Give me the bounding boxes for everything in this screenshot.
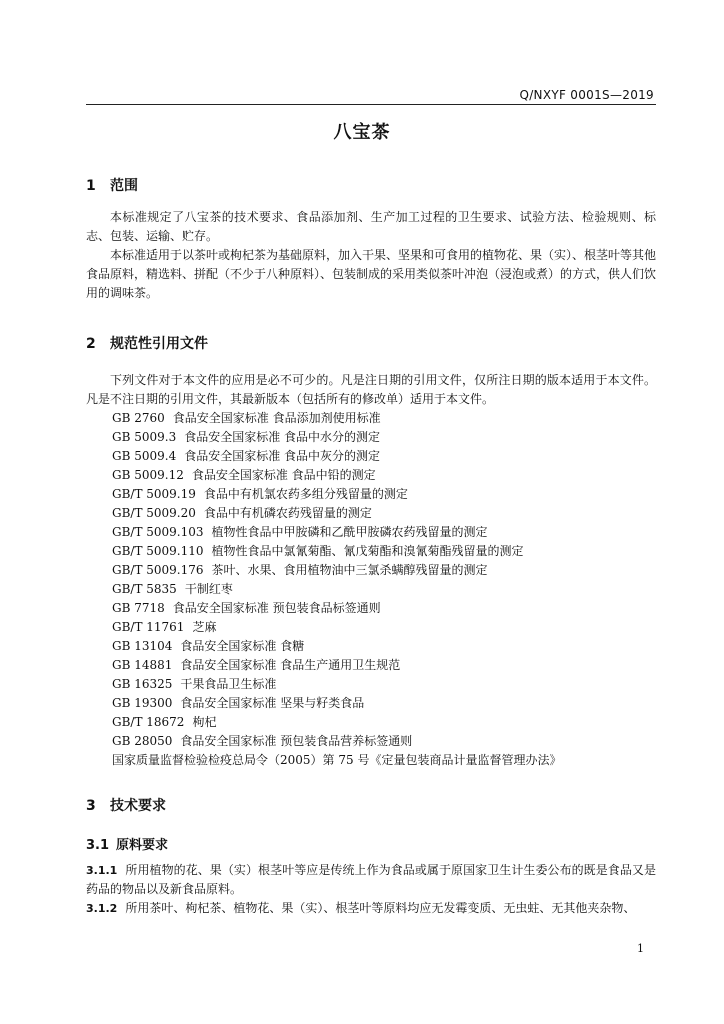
section-3-heading [86, 795, 166, 815]
reference-title: 茶叶、水果、食用植物油中三氯杀螨醇残留量的测定 [211, 563, 488, 577]
document-title: 八宝茶 [333, 122, 391, 143]
section-2-heading [86, 333, 208, 353]
section-title: 规范性引用文件 [110, 336, 208, 352]
reference-item [112, 447, 672, 466]
reference-item [112, 561, 672, 580]
reference-item [112, 542, 672, 561]
reference-code: GB 28050 [112, 734, 173, 748]
reference-code: GB 19300 [112, 696, 173, 710]
reference-item [112, 599, 672, 618]
reference-code: GB/T 5009.19 [112, 487, 196, 501]
clause-number: 3.1.2 [86, 902, 118, 915]
reference-code: GB/T 11761 [112, 620, 185, 634]
clause-text: 所用植物的花、果（实）根茎叶等应是传统上作为食品或属于原国家卫生计生委公布的既是食品又是药品的物品以及新食品原料。 [86, 863, 656, 896]
reference-title: 枸杞 [192, 715, 217, 729]
reference-title: 植物性食品中甲胺磷和乙酰甲胺磷农药残留量的测定 [211, 525, 488, 539]
reference-item [112, 656, 672, 675]
reference-title: 食品安全国家标准 坚果与籽类食品 [180, 696, 365, 710]
reference-item [112, 504, 672, 523]
reference-title: 食品中有机磷农药残留量的测定 [203, 506, 372, 520]
reference-item [112, 409, 672, 428]
normative-intro: 下列文件对于本文件的应用是必不可少的。凡是注日期的引用文件，仅所注日期的版本适用于本文件。凡是不注日期的引用文件，其最新版本（包括所有的修改单）适用于本文件。 [86, 373, 656, 406]
section-1-heading [86, 175, 138, 195]
reference-code: GB 2760 [112, 411, 165, 425]
clause-3-1-2 [86, 899, 656, 918]
clause-text: 所用茶叶、枸杞茶、植物花、果（实）、根茎叶等原料均应无发霉变质、无虫蛀、无其他夹杂物、 [125, 901, 636, 915]
reference-item [112, 485, 672, 504]
reference-decree: 国家质量监督检验检疫总局令（2005）第 75 号《定量包装商品计量监督管理办法》 [112, 753, 562, 767]
reference-code: GB 5009.4 [112, 449, 177, 463]
subsection-3-1-heading [86, 834, 168, 853]
section-number: 3 [86, 798, 96, 814]
standard-number: Q/NXYF 0001S—2019 [519, 88, 654, 102]
reference-code: GB/T 5009.176 [112, 563, 204, 577]
reference-code: GB 5009.3 [112, 430, 177, 444]
reference-item [112, 618, 672, 637]
reference-list [112, 409, 672, 770]
reference-item [112, 675, 672, 694]
reference-title: 食品中有机氯农药多组分残留量的测定 [203, 487, 408, 501]
reference-code: GB 16325 [112, 677, 173, 691]
reference-title: 干制红枣 [184, 582, 233, 596]
reference-code: GB/T 5009.110 [112, 544, 204, 558]
reference-title: 食品安全国家标准 食品生产通用卫生规范 [180, 658, 401, 672]
scope-paragraph-1: 本标准规定了八宝茶的技术要求、食品添加剂、生产加工过程的卫生要求、试验方法、检验规则、标志、包装、运输、贮存。 [86, 210, 656, 243]
reference-item [112, 428, 672, 447]
reference-title: 食品安全国家标准 预包装食品营养标签通则 [180, 734, 413, 748]
subsection-title: 原料要求 [116, 838, 169, 853]
reference-code: GB/T 5835 [112, 582, 177, 596]
reference-code: GB 13104 [112, 639, 173, 653]
header-rule [86, 104, 656, 105]
reference-title: 食品安全国家标准 食品中灰分的测定 [184, 449, 381, 463]
reference-code: GB 14881 [112, 658, 173, 672]
reference-item [112, 523, 672, 542]
reference-code: GB 7718 [112, 601, 165, 615]
reference-title: 食品安全国家标准 食品中铅的测定 [191, 468, 376, 482]
reference-title: 芝麻 [192, 620, 217, 634]
reference-title: 食品安全国家标准 食品中水分的测定 [184, 430, 381, 444]
reference-code: GB/T 5009.103 [112, 525, 204, 539]
reference-title: 食品安全国家标准 预包装食品标签通则 [172, 601, 381, 615]
reference-item [112, 694, 672, 713]
section-title: 技术要求 [110, 798, 166, 814]
page-number: 1 [637, 942, 644, 955]
reference-title: 食品安全国家标准 食糖 [180, 639, 305, 653]
reference-code: GB 5009.12 [112, 468, 184, 482]
section-title: 范围 [110, 178, 138, 194]
section-number: 2 [86, 336, 96, 352]
reference-code: GB/T 5009.20 [112, 506, 196, 520]
reference-code: GB/T 18672 [112, 715, 185, 729]
reference-title: 植物性食品中氯氰菊酯、氰戊菊酯和溴氰菊酯残留量的测定 [211, 544, 524, 558]
reference-item [112, 466, 672, 485]
reference-item [112, 637, 672, 656]
clause-number: 3.1.1 [86, 864, 118, 877]
reference-item [112, 713, 672, 732]
reference-item [112, 580, 672, 599]
reference-item [112, 732, 672, 751]
section-number: 1 [86, 178, 96, 194]
scope-paragraph-2: 本标准适用于以茶叶或枸杞茶为基础原料，加入干果、坚果和可食用的植物花、果（实）、根茎叶等其他食品原料，精选料、拼配（不少于八种原料）、包装制成的采用类似茶叶冲泡（浸泡或煮）的方式，供人们饮用的调味茶。 [86, 248, 657, 300]
reference-title: 干果食品卫生标准 [180, 677, 277, 691]
subsection-number: 3.1 [86, 838, 110, 853]
clause-3-1-1 [86, 861, 656, 899]
reference-title: 食品安全国家标准 食品添加剂使用标准 [172, 411, 381, 425]
